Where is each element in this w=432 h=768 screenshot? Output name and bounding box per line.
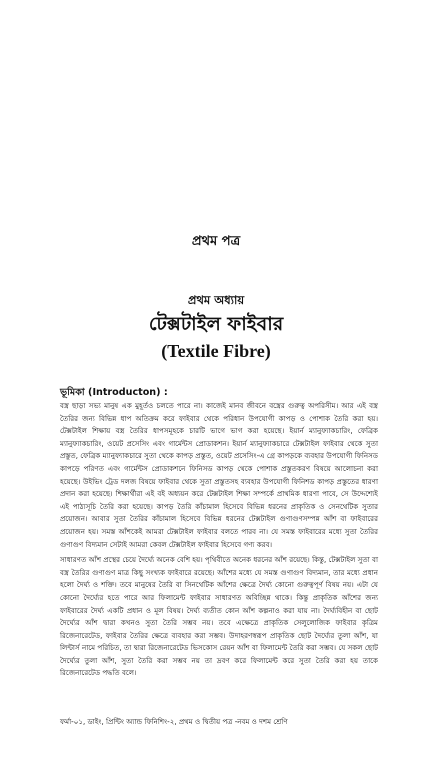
page-footer: ফর্মা-০১, ডাইং, প্রিন্টিং অ্যান্ড ফিনিশিং-২, প্রথম ও দ্বিতীয় পত্র -নবম ও দশম শ্রেণি: [60, 717, 288, 726]
body-text: [60, 400, 378, 680]
chapter-title-english: (Textile Fibre): [161, 341, 271, 361]
chapter-heading: প্রথম অধ্যায়: [187, 293, 245, 307]
paragraph: বস্ত্র ছাড়া সভ্য মানুষ এক মুহূর্তও চলতে পারে না। কাজেই মানব জীবনে বস্ত্রের গুরুত্ব অপরিসীম। আর এই বস্ত্র তৈরির জন্য বিভিন্ন ধাপ অতিক্রম করে ফাইবার থেকে পরিধান উপযোগী কাপড় ও পোশাক তৈরি করা হয়। টেক্সটাইল শিক্ষায় বস্ত্র তৈরির ধাপসমূহকে চারটি ভাগে ভাগ করা হয়েছে। ইয়ার্ন ম্যানুফ্যাকচারিং, ফেব্রিক ম্যানুফ্যাকচারিং, ওয়েট প্রসেসিং এবং গার্মেন্টস প্রোডাকশন। ইয়ার্ন ম্যানুফ্যাকচারে টেক্সটাইল ফাইবার থেকে সুতা প্রস্তুত, ফেব্রিক ম্যানুফ্যাকচারে সুতা থেকে কাপড় প্রস্তুত, ওয়েট প্রসেসিং-এ গ্রে কাপড়কে ব্যবহার উপযোগী ফিনিসড কাপড়ে পরিণত এবং গার্মেন্টস প্রোডাকশনে ফিনিসড কাপড় থেকে পোশাক প্রস্তুতকরণ বিষয়ে আলোচনা করা হয়েছে। উইভিং ট্রেড দলজ বিষয়ে ফাইবার থেকে সুতা প্রস্তুতসহ ব্যবহার উপযোগী ফিনিশড কাপড় প্রস্তুতের ধারণা প্রদান করা হয়েছে। শিক্ষার্থীরা এই বই অধ্যয়ন করে টেক্সটাইল শিক্ষা সম্পর্কে প্রাথমিক ধারণা পাবে, সে উদ্দেশ্যেই এই পাঠ্যসূচি তৈরি করা হয়েছে। কাপড় তৈরি কাঁচামাল হিসেবে বিভিন্ন ধরনের প্রাকৃতিক ও সেনথেটিক সুতার প্রয়োজন। আবার সুতা তৈরির কাঁচামাল হিসেবে বিভিন্ন ধরনের টেক্সটাইল গুণাগুণসম্পন্ন আঁশ বা ফাইবারের প্রয়োজন হয়। সমস্ত আঁশকেই আমরা টেক্সটাইল ফাইবার বলতে পারব না। যে সমস্ত ফাইবারের মধ্যে সুতা তৈরির গুণাগুণ বিদ্যমান সেটাই আমরা কেবল টেক্সটাইল ফাইবার হিসেবে গণ্য করব।: [60, 401, 378, 549]
paragraph: সাধারণত আঁশ প্রস্থের চেয়ে দৈর্ঘ্যে অনেক বেশি হয়। পৃথিবীতে অনেক ধরনের আঁশ রয়েছে। কিন্তু, টেক্সটাইল সুতা বা বস্ত্র তৈরির গুণাগুণ মাত্র কিছু সংখ্যক ফাইবারে রয়েছে। আঁশের মধ্যে যে সমস্ত গুণাগুণ বিদ্যমান, তার মধ্যে প্রধান হলো দৈর্ঘ্য ও শক্তি। তবে মানুষের তৈরি বা সিনথেটিক আঁশের ক্ষেত্রে দৈর্ঘ্য কোনো গুরুত্বপূর্ণ বিষয় নয়। এটা যে কোনো দৈর্ঘ্যের হতে পারে আর ফিলামেন্ট ফাইবার সাধারণত অবিচ্ছিন্ন থাকে। কিন্তু প্রাকৃতিক আঁশের জন্য ফাইবারের দৈর্ঘ্য একটি প্রধান ও মূল বিষয়। দৈর্ঘ্য ব্যতীত কোন আঁশ কল্পনাও করা যায় না। দৈর্ঘ্যবিহীন বা ছোট দৈর্ঘ্যের আঁশ দ্বারা কখনও সুতা তৈরি সম্ভব নয়। তবে এক্ষেত্রে প্রাকৃতিক সেলুলোজিক ফাইবার কৃত্রিম রিজেনারেটেড, ফাইবার তৈরির ক্ষেত্রে ব্যবহার করা সম্ভব। উদাহরণস্বরূপ প্রাকৃতিক ছোট দৈর্ঘ্যের তুলা আঁশ, যা লিন্টার্স নামে পরিচিত, তা দ্বারা রিজেনারেটেড ভিসকোস রেয়ন আঁশ বা ফিলামেন্ট তৈরি করা সম্ভব। যে সকল ছোট দৈর্ঘ্যের তুলা আঁশ, সুতা তৈরি করা সম্ভব নয় তা দ্রবণ করে ফিলামেন্ট করে সুতা তৈরি করা হয় তাকে রিজেনারেটেড পদ্ধতি বলে।: [60, 555, 378, 678]
chapter-title-bengali: টেক্সটাইল ফাইবার: [148, 313, 284, 335]
part-title: প্রথম পত্র: [191, 234, 241, 249]
section-heading: ভূমিকা (Introducton) :: [60, 387, 168, 398]
